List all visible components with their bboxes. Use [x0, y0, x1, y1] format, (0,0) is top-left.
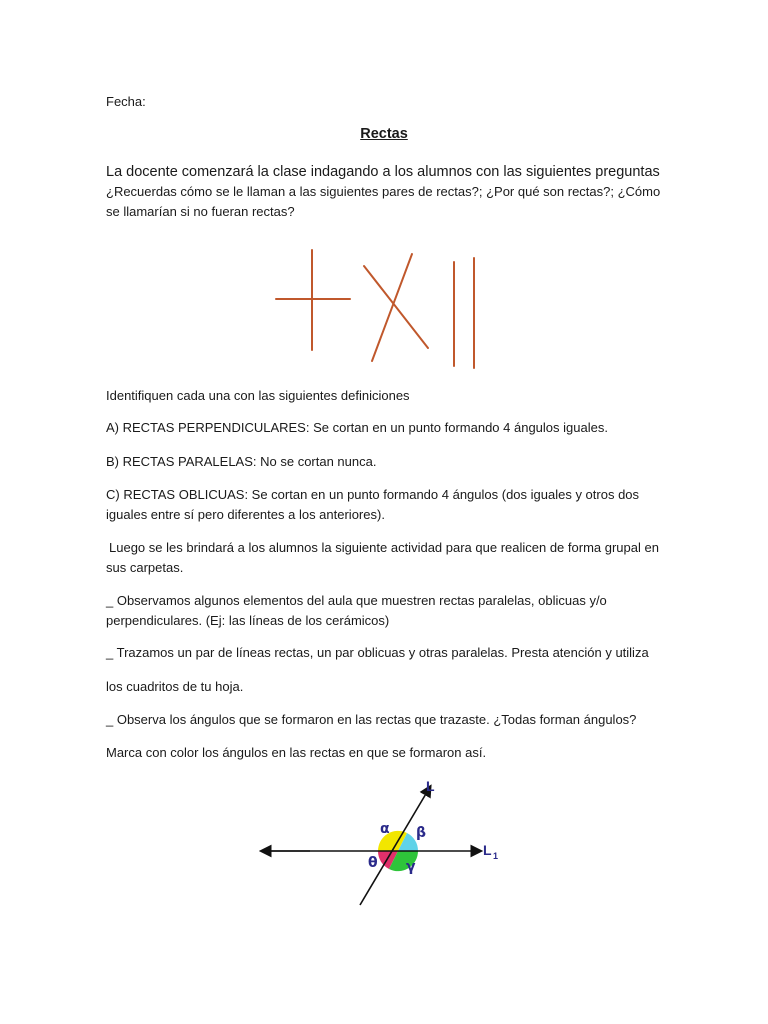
page-title: Rectas: [360, 126, 408, 142]
task-3: _ Observa los ángulos que se formaron en las rectas que trazaste. ¿Todas forman ángulos?: [106, 712, 637, 727]
label-theta: θ: [368, 855, 378, 871]
definition-a: A) RECTAS PERPENDICULARES: Se cortan en un punto formando 4 ángulos iguales.: [106, 420, 608, 435]
task-3-continued: Marca con color los ángulos en las rectas en que se formaron así.: [106, 745, 487, 760]
definition-b: B) RECTAS PARALELAS: No se cortan nunca.: [106, 454, 377, 469]
questions-text: ¿Recuerdas cómo se le llaman a las siguientes pares de rectas?; ¿Por qué son rectas?; ¿Cómo se llamarían si no fueran rectas?: [106, 184, 661, 219]
date-label: Fecha:: [106, 94, 146, 109]
label-beta: β: [416, 825, 427, 841]
definition-c: C) RECTAS OBLICUAS: Se cortan en un punto formando 4 ángulos (dos iguales y otros dos iguales entre sí pero diferentes a los anteriores).: [106, 487, 640, 522]
label-alpha: α: [380, 821, 390, 837]
activity-intro: Luego se les brindará a los alumnos la siguiente actividad para que realicen de forma grupal en sus carpetas.: [106, 540, 659, 575]
line-pairs-figure: [270, 244, 490, 374]
label-l: L: [426, 778, 435, 794]
line-l: [360, 787, 430, 905]
intro-text: La docente comenzará la clase indagando a los alumnos con las siguientes preguntas: [106, 164, 660, 180]
task-2-continued: los cuadritos de tu hoja.: [106, 679, 244, 694]
oblique-line-1: [364, 266, 428, 348]
label-l1: L: [483, 842, 492, 858]
oblique-line-2: [372, 254, 412, 361]
task-2: _ Trazamos un par de líneas rectas, un par oblicuas y otras paralelas. Presta atención y utiliza: [106, 645, 649, 660]
label-gamma: γ: [406, 859, 416, 875]
identify-text: Identifiquen cada una con las siguientes definiciones: [106, 388, 410, 403]
task-1: _ Observamos algunos elementos del aula que muestren rectas paralelas, oblicuas y/o perpendiculares. (Ej: las líneas de los cerámicos): [106, 593, 607, 628]
angles-figure: [250, 775, 510, 910]
label-l1-subscript: 1: [493, 851, 499, 861]
